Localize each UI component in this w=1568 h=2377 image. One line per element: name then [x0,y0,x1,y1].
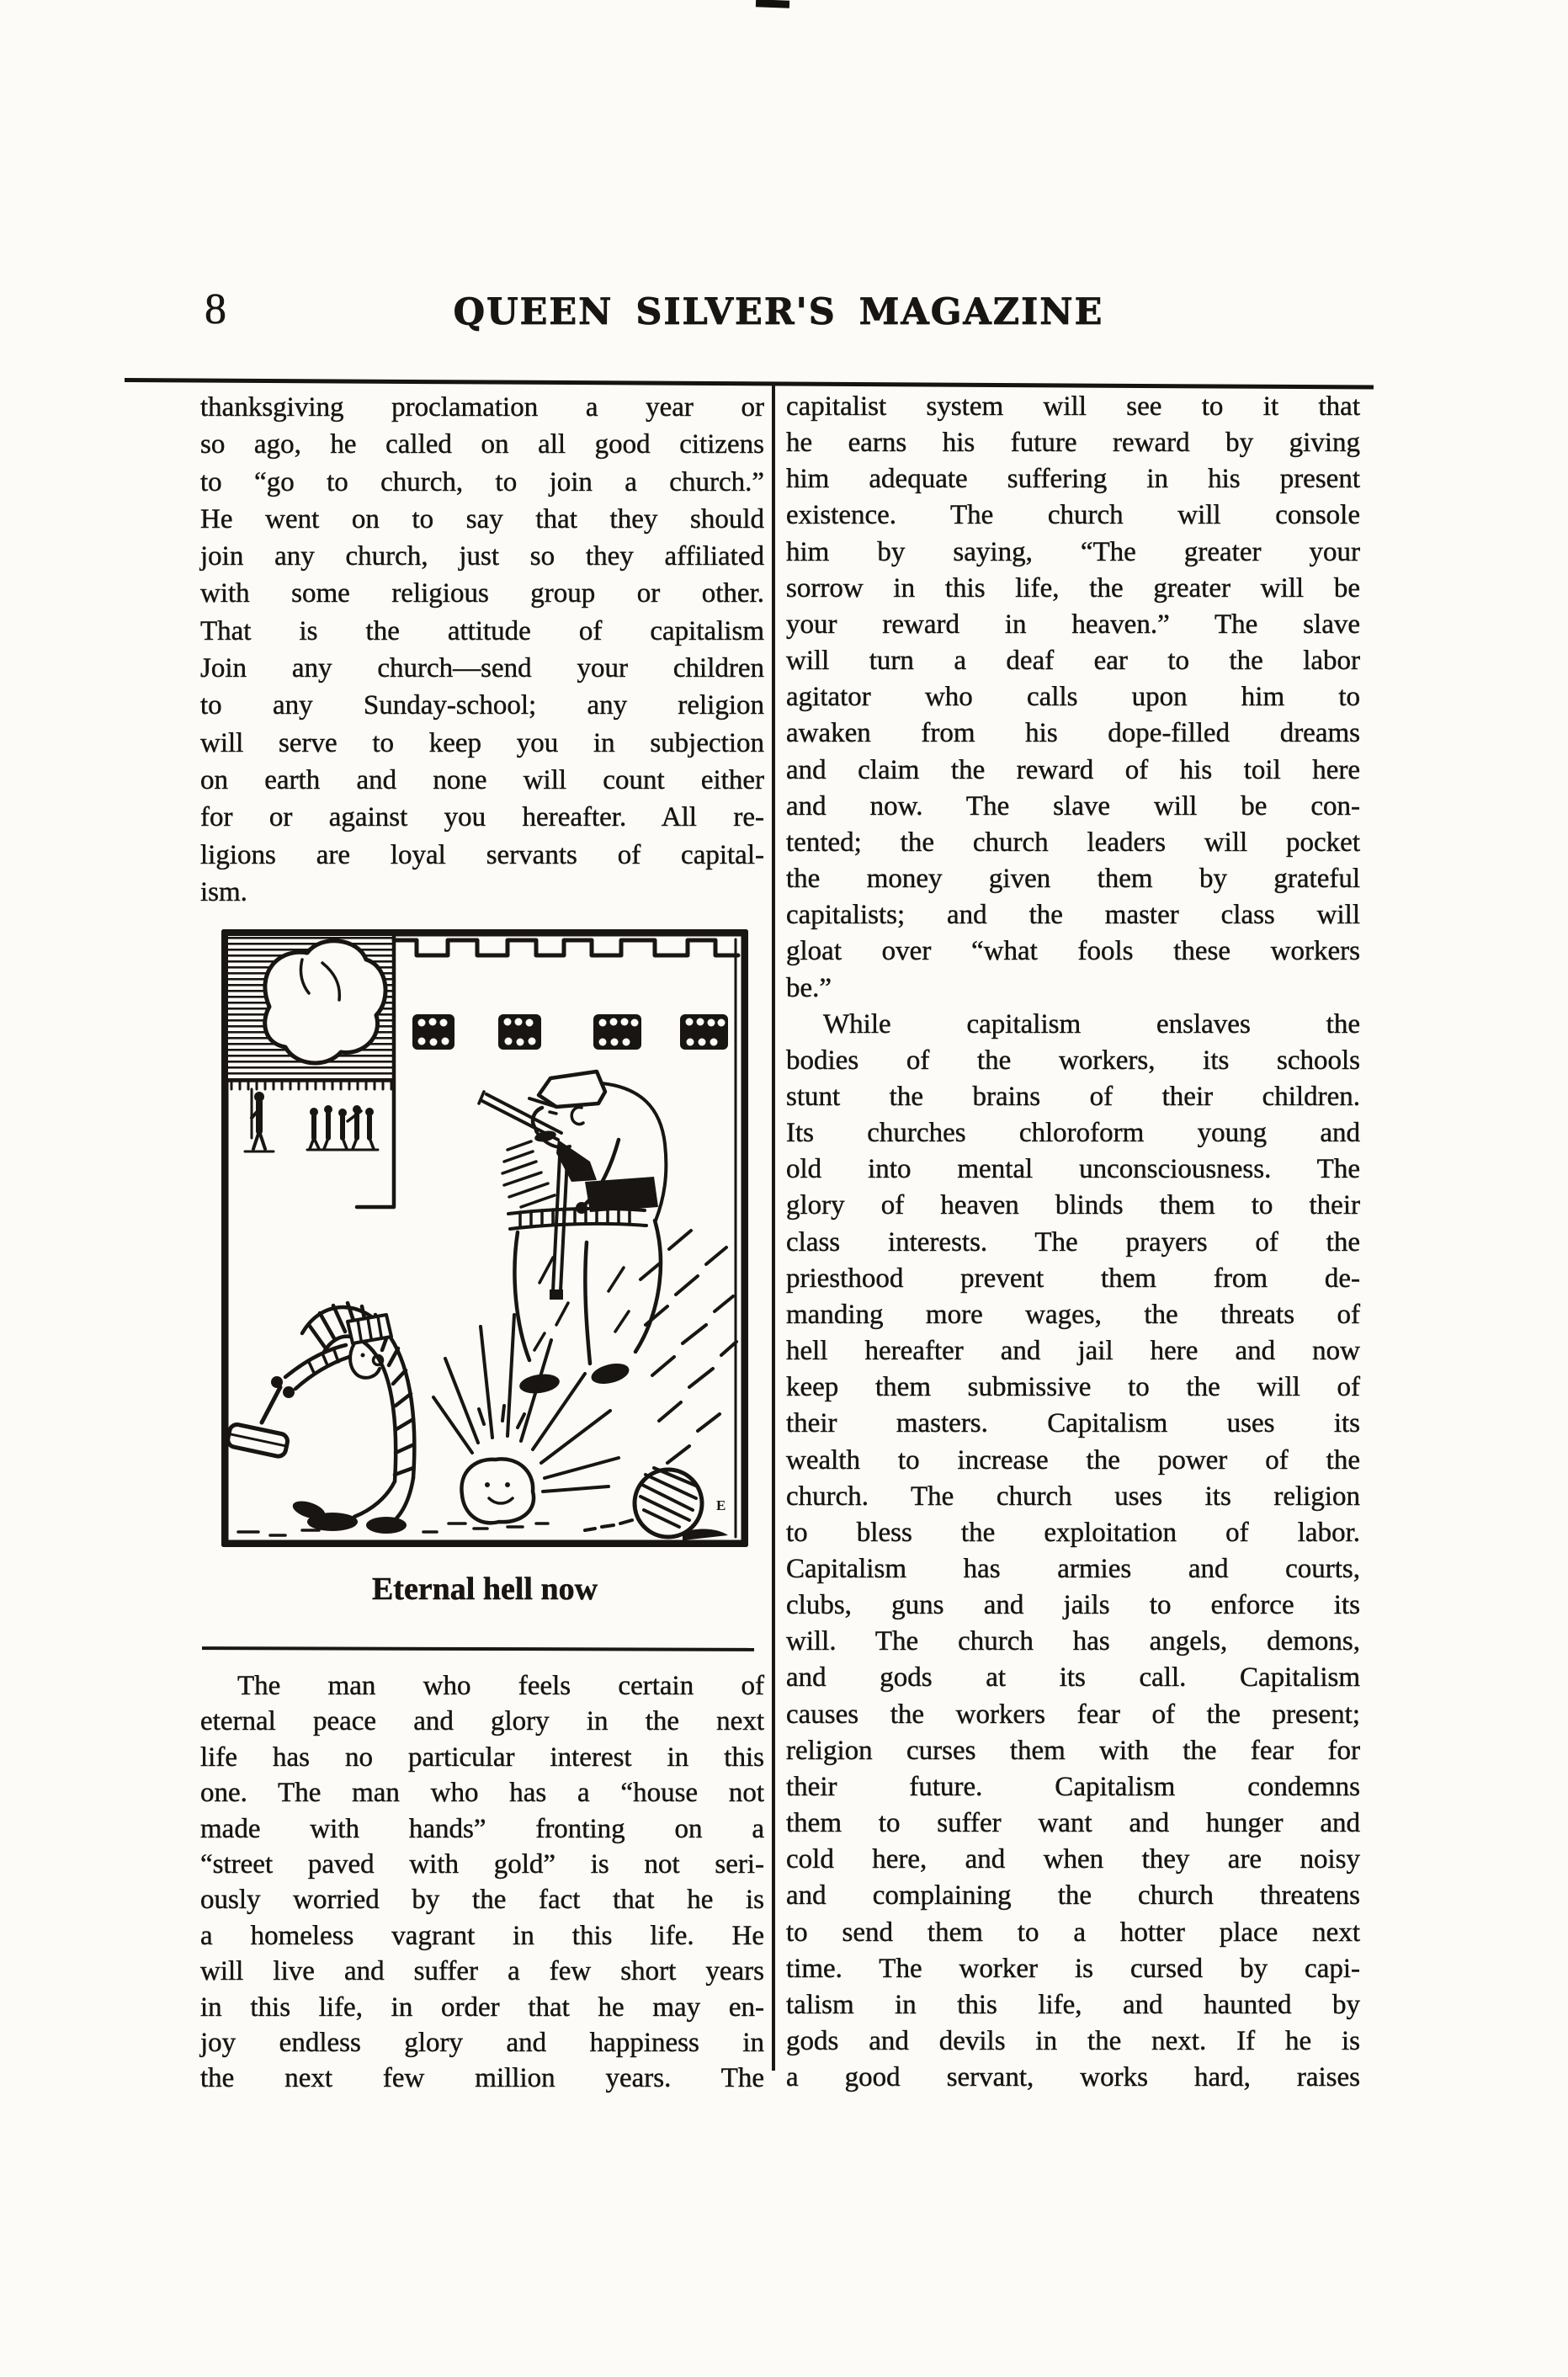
rock-with-face [461,1459,534,1523]
caption-rule [202,1646,754,1651]
small-sentry-figure [245,1089,274,1151]
text-line: he earns his future reward by giving [786,428,1360,459]
text-line: gloat over “what fools these workers [786,936,1360,967]
text-line: thanksgiving proclamation a year or [200,392,764,423]
text-line: Its churches chloroform young and [786,1118,1360,1149]
text-line: While capitalism enslaves the [823,1008,1360,1040]
prison-cartoon-drawing [221,929,748,1547]
text-line: joy endless glory and happiness in [200,2028,764,2059]
text-line: keep them submissive to the will of [786,1372,1360,1403]
text-line: their future. Capitalism condemns [786,1771,1360,1802]
text-line: causes the workers fear of the present; [786,1699,1360,1730]
hammer-handle [262,1387,280,1422]
text-line: join any church, just so they affiliated [200,541,764,572]
prison-windows [412,1014,728,1050]
text-line: priesthood prevent them from de- [786,1263,1360,1294]
magazine-title: QUEEN SILVER'S MAGAZINE [453,291,1104,333]
text-line: tented; the church leaders will pocket [786,827,1360,858]
text-line: will serve to keep you in subjection [200,727,764,758]
text-line: glory of heaven blinds them to their [786,1190,1360,1221]
text-line: the money given them by grateful [786,864,1360,895]
cloud-blob [265,941,385,1063]
text-line: them to suffer want and hunger and [786,1808,1360,1839]
text-line: will live and suffer a few short years [200,1956,764,1987]
ball-and-chain [585,1468,728,1540]
impact-burst-lines [433,1315,619,1492]
text-line: to “go to church, to join a church.” [200,466,764,497]
hillside-hatching [640,1231,736,1463]
text-line: religion curses them with the fear for [786,1735,1360,1766]
text-line: eternal peace and glory in the next [200,1706,764,1737]
text-line: and claim the reward of his toil here [786,754,1360,785]
text-line: gods and devils in the next. If he is [786,2026,1360,2057]
text-line: will turn a deaf ear to the labor [786,646,1360,677]
column-divider-rule [772,384,775,2071]
text-line: Capitalism has armies and courts, [786,1554,1360,1584]
left-column-paragraph-2 [200,1668,764,2097]
header-rule [125,378,1374,390]
text-line: and complaining the church threatens [786,1880,1360,1912]
text-line: clubs, guns and jails to enforce its [786,1590,1360,1621]
artist-signature: E [716,1497,726,1513]
right-column-paragraph-1 [786,389,1360,1007]
small-prisoner-group [307,1105,378,1150]
text-line: talism in this life, and haunted by [786,1989,1360,2020]
hammer-head [226,1423,289,1458]
text-line: ligions are loyal servants of capital- [200,839,764,870]
text-line: existence. The church will console [786,500,1360,531]
text-line: manding more wages, the threats of [786,1299,1360,1330]
text-line: class interests. The prayers of the [786,1226,1360,1258]
text-line: will. The church has angels, demons, [786,1626,1360,1657]
illustration-caption: Eternal hell now [371,1571,598,1607]
text-line: in this life, in order that he may en- [200,1991,764,2023]
scan-artifact [756,0,789,8]
text-line: He went on to say that they should [200,503,764,534]
text-line: sorrow in this life, the greater will be [786,572,1360,604]
text-line: wealth to increase the power of the [786,1444,1360,1476]
prison-guard-figure [479,1072,666,1396]
text-line: your reward in heaven.” The slave [786,609,1360,640]
text-line: to send them to a hotter place next [786,1917,1360,1948]
right-column [786,389,1360,2096]
text-line: on earth and none will count either [200,764,764,795]
text-line: awaken from his dope-filled dreams [786,718,1360,749]
text-line: The man who feels certain of [237,1671,764,1701]
text-line: life has no particular interest in this [200,1742,764,1773]
text-line: so ago, he called on all good citizens [200,429,764,460]
text-line: made with hands” fronting on a [200,1813,764,1844]
text-line: church. The church uses its religion [786,1481,1360,1512]
text-line: hell hereafter and jail here and now [786,1336,1360,1367]
text-line: “street paved with gold” is not seri- [200,1849,764,1880]
left-column-paragraph-1 [200,389,764,911]
prisoner-figure [226,1303,414,1534]
page-number: 8 [205,285,226,333]
crenellation [394,940,738,955]
text-line: him by saying, “The greater your [786,536,1360,567]
eternal-hell-now-illustration [221,929,748,1547]
text-line: be.” [786,972,832,1003]
text-line: bodies of the workers, its schools [786,1045,1360,1076]
text-line: him adequate suffering in his present [786,464,1360,495]
text-line: the next few million years. The [200,2063,764,2094]
text-line: cold here, and when they are noisy [786,1844,1360,1875]
text-line: capitalist system will see to it that [786,391,1360,422]
text-line: That is the attitude of capitalism [200,615,764,646]
text-line: ism. [200,876,247,907]
right-column-paragraph-2 [786,1007,1360,2097]
text-line: to any Sunday-school; any religion [200,690,764,721]
text-line: and gods at its call. Capitalism [786,1662,1360,1694]
text-line: ously worried by the fact that he is [200,1885,764,1916]
text-line: agitator who calls upon him to [786,682,1360,713]
text-line: old into mental unconsciousness. The [786,1154,1360,1185]
text-line: a good servant, works hard, raises [786,2062,1360,2093]
text-line: their masters. Capitalism uses its [786,1408,1360,1439]
text-line: stunt the brains of their children. [786,1081,1360,1112]
text-line: and now. The slave will be con- [786,790,1360,822]
text-line: Join any church—send your children [200,653,764,684]
text-line: one. The man who has a “house not [200,1778,764,1809]
text-line: for or against you hereafter. All re- [200,802,764,833]
text-line: a homeless vagrant in this life. He [200,1920,764,1951]
text-line: time. The worker is cursed by capi- [786,1953,1360,1984]
text-line: with some religious group or other. [200,578,764,609]
text-line: capitalists; and the master class will [786,900,1360,931]
text-line: to bless the exploitation of labor. [786,1517,1360,1548]
